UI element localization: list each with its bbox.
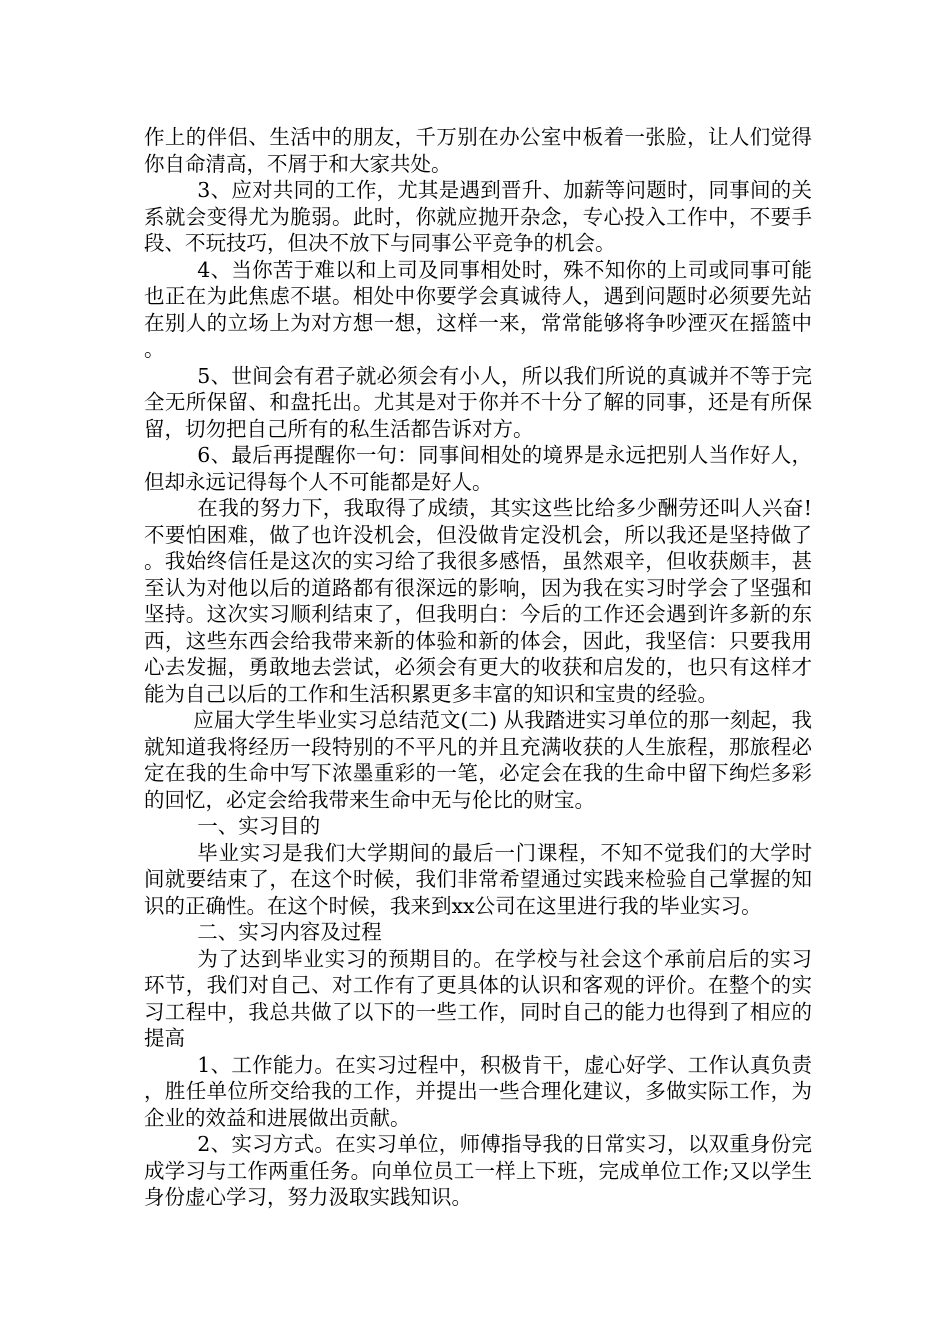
paragraph: 应届大学生毕业实习总结范文(二) 从我踏进实习单位的那一刻起，我就知道我将经历一段特别的不平凡的并且充满收获的人生旅程，那旅程必定在我的生命中写下浓墨重彩的一笔，必定会在我的生命中留下绚烂多彩的回忆，必定会给我带来生命中无与伦比的财宝。 xyxy=(144,708,812,812)
paragraph: 4、当你苦于难以和上司及同事相处时，殊不知你的上司或同事可能也正在为此焦虑不堪。相处中你要学会真诚待人，遇到问题时必须要先站在别人的立场上为对方想一想，这样一来，常常能够将争吵湮灭在摇篮中。 xyxy=(144,257,812,361)
paragraph: 1、工作能力。在实习过程中，积极肯干，虚心好学、工作认真负责，胜任单位所交给我的工作，并提出一些合理化建议，多做实际工作，为企业的效益和进展做出贡献。 xyxy=(144,1052,812,1130)
paragraph: 5、世间会有君子就必须会有小人，所以我们所说的真诚并不等于完全无所保留、和盘托出。尤其是对于你并不十分了解的同事，还是有所保留，切勿把自己所有的私生活都告诉对方。 xyxy=(144,363,812,441)
paragraph: 3、应对共同的工作，尤其是遇到晋升、加薪等问题时，同事间的关系就会变得尤为脆弱。此时，你就应抛开杂念，专心投入工作中，不要手段、不玩技巧，但决不放下与同事公平竞争的机会。 xyxy=(144,178,812,255)
document-body xyxy=(144,124,812,1211)
paragraph: 在我的努力下，我取得了成绩，其实这些比给多少酬劳还叫人兴奋!不要怕困难，做了也许没机会，但没做肯定没机会，所以我还是坚持做了。我始终信任是这次的实习给了我很多感悟，虽然艰辛，但收获颇丰，甚至认为对他以后的道路都有很深远的影响，因为我在实习时学会了坚强和坚持。这次实习顺利结束了，但我明白：今后的工作还会遇到许多新的东西，这些东西会给我带来新的体验和新的体会，因此，我坚信：只要我用心去发掘，勇敢地去尝试，必须会有更大的收获和启发的，也只有这样才能为自己以后的工作和生活积累更多丰富的知识和宝贵的经验。 xyxy=(144,496,812,706)
paragraph: 6、最后再提醒你一句：同事间相处的境界是永远把别人当作好人，但却永远记得每个人不可能都是好人。 xyxy=(144,443,812,494)
paragraph: 作上的伴侣、生活中的朋友，千万别在办公室中板着一张脸，让人们觉得你自命清高，不屑于和大家共处。 xyxy=(144,125,812,176)
paragraph: 2、实习方式。在实习单位，师傅指导我的日常实习，以双重身份完成学习与工作两重任务。向单位员工一样上下班，完成单位工作;又以学生身份虚心学习，努力汲取实践知识。 xyxy=(144,1132,812,1209)
section-heading: 二、实习内容及过程 xyxy=(197,920,382,944)
paragraph: 为了达到毕业实习的预期目的。在学校与社会这个承前启后的实习环节，我们对自己、对工作有了更具体的认识和客观的评价。在整个的实习工程中，我总共做了以下的一些工作，同时自己的能力也得到了相应的提高 xyxy=(144,946,812,1050)
section-heading: 一、实习目的 xyxy=(197,814,321,838)
paragraph: 毕业实习是我们大学期间的最后一门课程，不知不觉我们的大学时间就要结束了，在这个时候，我们非常希望通过实践来检验自己掌握的知识的正确性。在这个时候，我来到xx公司在这里进行我的毕业实习。 xyxy=(144,840,812,918)
